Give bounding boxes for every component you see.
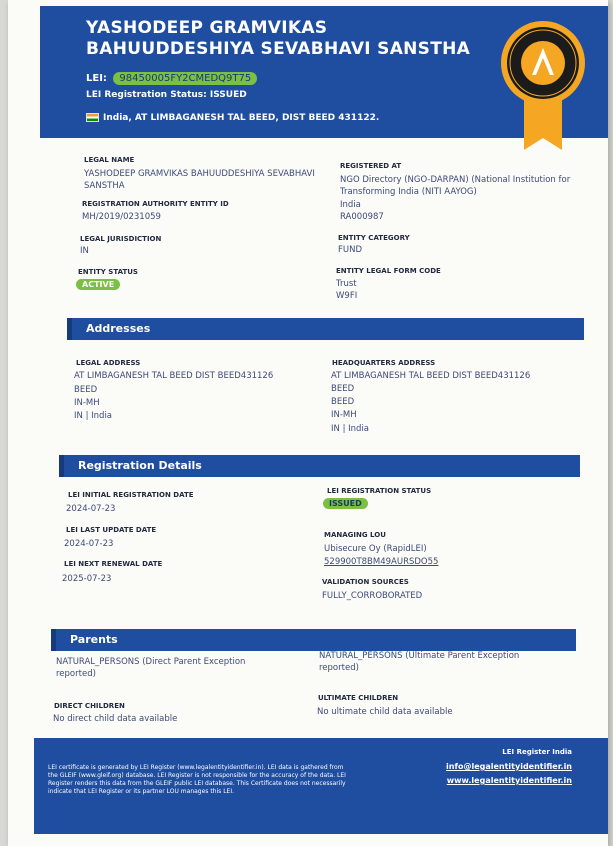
certificate-footer — [34, 738, 608, 834]
managing-lou-code-link[interactable]: 529900T8BM49AURSDO55 — [324, 557, 439, 567]
legal-address-label: LEGAL ADDRESS — [76, 359, 141, 367]
hq-address-country: IN | India — [331, 424, 370, 434]
registered-at-label: REGISTERED AT — [340, 162, 402, 170]
legal-address-line-3: IN-MH — [74, 398, 100, 408]
registration-section-header — [64, 455, 580, 477]
hq-address-label: HEADQUARTERS ADDRESS — [332, 359, 436, 367]
entity-legal-form-value: Trust — [336, 279, 357, 289]
direct-parent-value: NATURAL_PERSONS (Direct Parent Exception reported) — [56, 657, 246, 679]
direct-children-label: DIRECT CHILDREN — [54, 702, 125, 710]
entity-legal-form-label: ENTITY LEGAL FORM CODE — [336, 267, 441, 275]
entity-status-label: ENTITY STATUS — [78, 268, 138, 276]
initial-registration-date: 2024-07-23 — [66, 504, 116, 514]
registration-status-badge: ISSUED — [323, 498, 368, 509]
direct-children-value: No direct child data available — [53, 714, 178, 724]
parents-title: Parents — [70, 633, 118, 646]
legal-address-country: IN | India — [74, 411, 113, 421]
registered-at-value: NGO Directory (NGO-DARPAN) (National Institution for Transforming India (NITI AAYOG) — [340, 175, 571, 197]
footer-website-link[interactable]: www.legalentityidentifier.in — [446, 776, 572, 785]
validation-sources-value: FULLY_CORROBORATED — [322, 591, 423, 601]
parents-section-header — [56, 629, 576, 651]
hq-address-line-4: IN-MH — [331, 410, 357, 420]
lei-label: LEI: — [86, 73, 107, 84]
initial-registration-label: LEI INITIAL REGISTRATION DATE — [68, 491, 194, 499]
registration-status-label: LEI REGISTRATION STATUS — [327, 487, 432, 495]
addresses-title: Addresses — [86, 322, 151, 335]
registration-authority-value: MH/2019/0231059 — [82, 212, 161, 222]
legal-name-value: YASHODEEP GRAMVIKAS BAHUUDDESHIYA SEVABHAVI SANSTHA — [84, 169, 315, 191]
lei-registration-status: LEI Registration Status: ISSUED — [86, 90, 247, 100]
hq-address-line-1: AT LIMBAGANESH TAL BEED DIST BEED431126 — [331, 371, 531, 381]
organization-name: YASHODEEP GRAMVIKAS BAHUUDDESHIYA SEVABHAVI SANSTHA — [86, 18, 471, 59]
legal-address-line-2: BEED — [74, 385, 98, 395]
last-update-date: 2024-07-23 — [64, 539, 114, 549]
entity-status-badge: ACTIVE — [76, 279, 120, 290]
legal-jurisdiction-label: LEGAL JURISDICTION — [80, 235, 162, 243]
entity-legal-form-code: W9FI — [336, 291, 358, 301]
next-renewal-label: LEI NEXT RENEWAL DATE — [64, 560, 163, 568]
header-address: India, AT LIMBAGANESH TAL BEED, DIST BEED 431122. — [86, 113, 379, 123]
entity-category-value: FUND — [338, 245, 363, 255]
legal-name-label: LEGAL NAME — [84, 156, 135, 164]
lei-code: 98450005FY2CMEDQ9T75 — [113, 72, 257, 85]
footer-brand: LEI Register India — [502, 748, 572, 756]
managing-lou-name: Ubisecure Oy (RapidLEI) — [324, 544, 427, 554]
registration-authority-label: REGISTRATION AUTHORITY ENTITY ID — [82, 200, 229, 208]
next-renewal-date: 2025-07-23 — [62, 574, 112, 584]
registered-country: India — [340, 200, 361, 210]
ultimate-children-value: No ultimate child data available — [317, 707, 453, 717]
managing-lou-label: MANAGING LOU — [324, 531, 386, 539]
certificate-seal-icon — [500, 20, 586, 106]
last-update-label: LEI LAST UPDATE DATE — [66, 526, 157, 534]
india-flag-icon — [86, 113, 99, 122]
ultimate-children-label: ULTIMATE CHILDREN — [318, 694, 399, 702]
hq-address-line-3: BEED — [331, 397, 355, 407]
registration-title: Registration Details — [78, 459, 202, 472]
entity-category-label: ENTITY CATEGORY — [338, 234, 410, 242]
lei-line — [86, 72, 257, 85]
validation-sources-label: VALIDATION SOURCES — [322, 578, 409, 586]
ultimate-parent-value: NATURAL_PERSONS (Ultimate Parent Exception reported) — [319, 651, 520, 673]
registered-code: RA000987 — [340, 212, 384, 222]
hq-address-line-2: BEED — [331, 384, 355, 394]
legal-address-line-1: AT LIMBAGANESH TAL BEED DIST BEED431126 — [74, 371, 274, 381]
footer-email-link[interactable]: info@legalentityidentifier.in — [446, 762, 572, 771]
footer-disclaimer: LEI certificate is generated by LEI Register (www.legalentityidentifier.in). LEI data is gathered from the GLEIF (www.gleif.org) database. LEI Register is not responsible for the accuracy of the data. LEI Register renders this data from the GLEIF public LEI database. This Certificate does not necessarily indicate that LEI Register or its partner LOU manages this LEI. — [48, 764, 346, 795]
legal-jurisdiction-value: IN — [80, 246, 89, 256]
addresses-section-header — [72, 318, 584, 340]
